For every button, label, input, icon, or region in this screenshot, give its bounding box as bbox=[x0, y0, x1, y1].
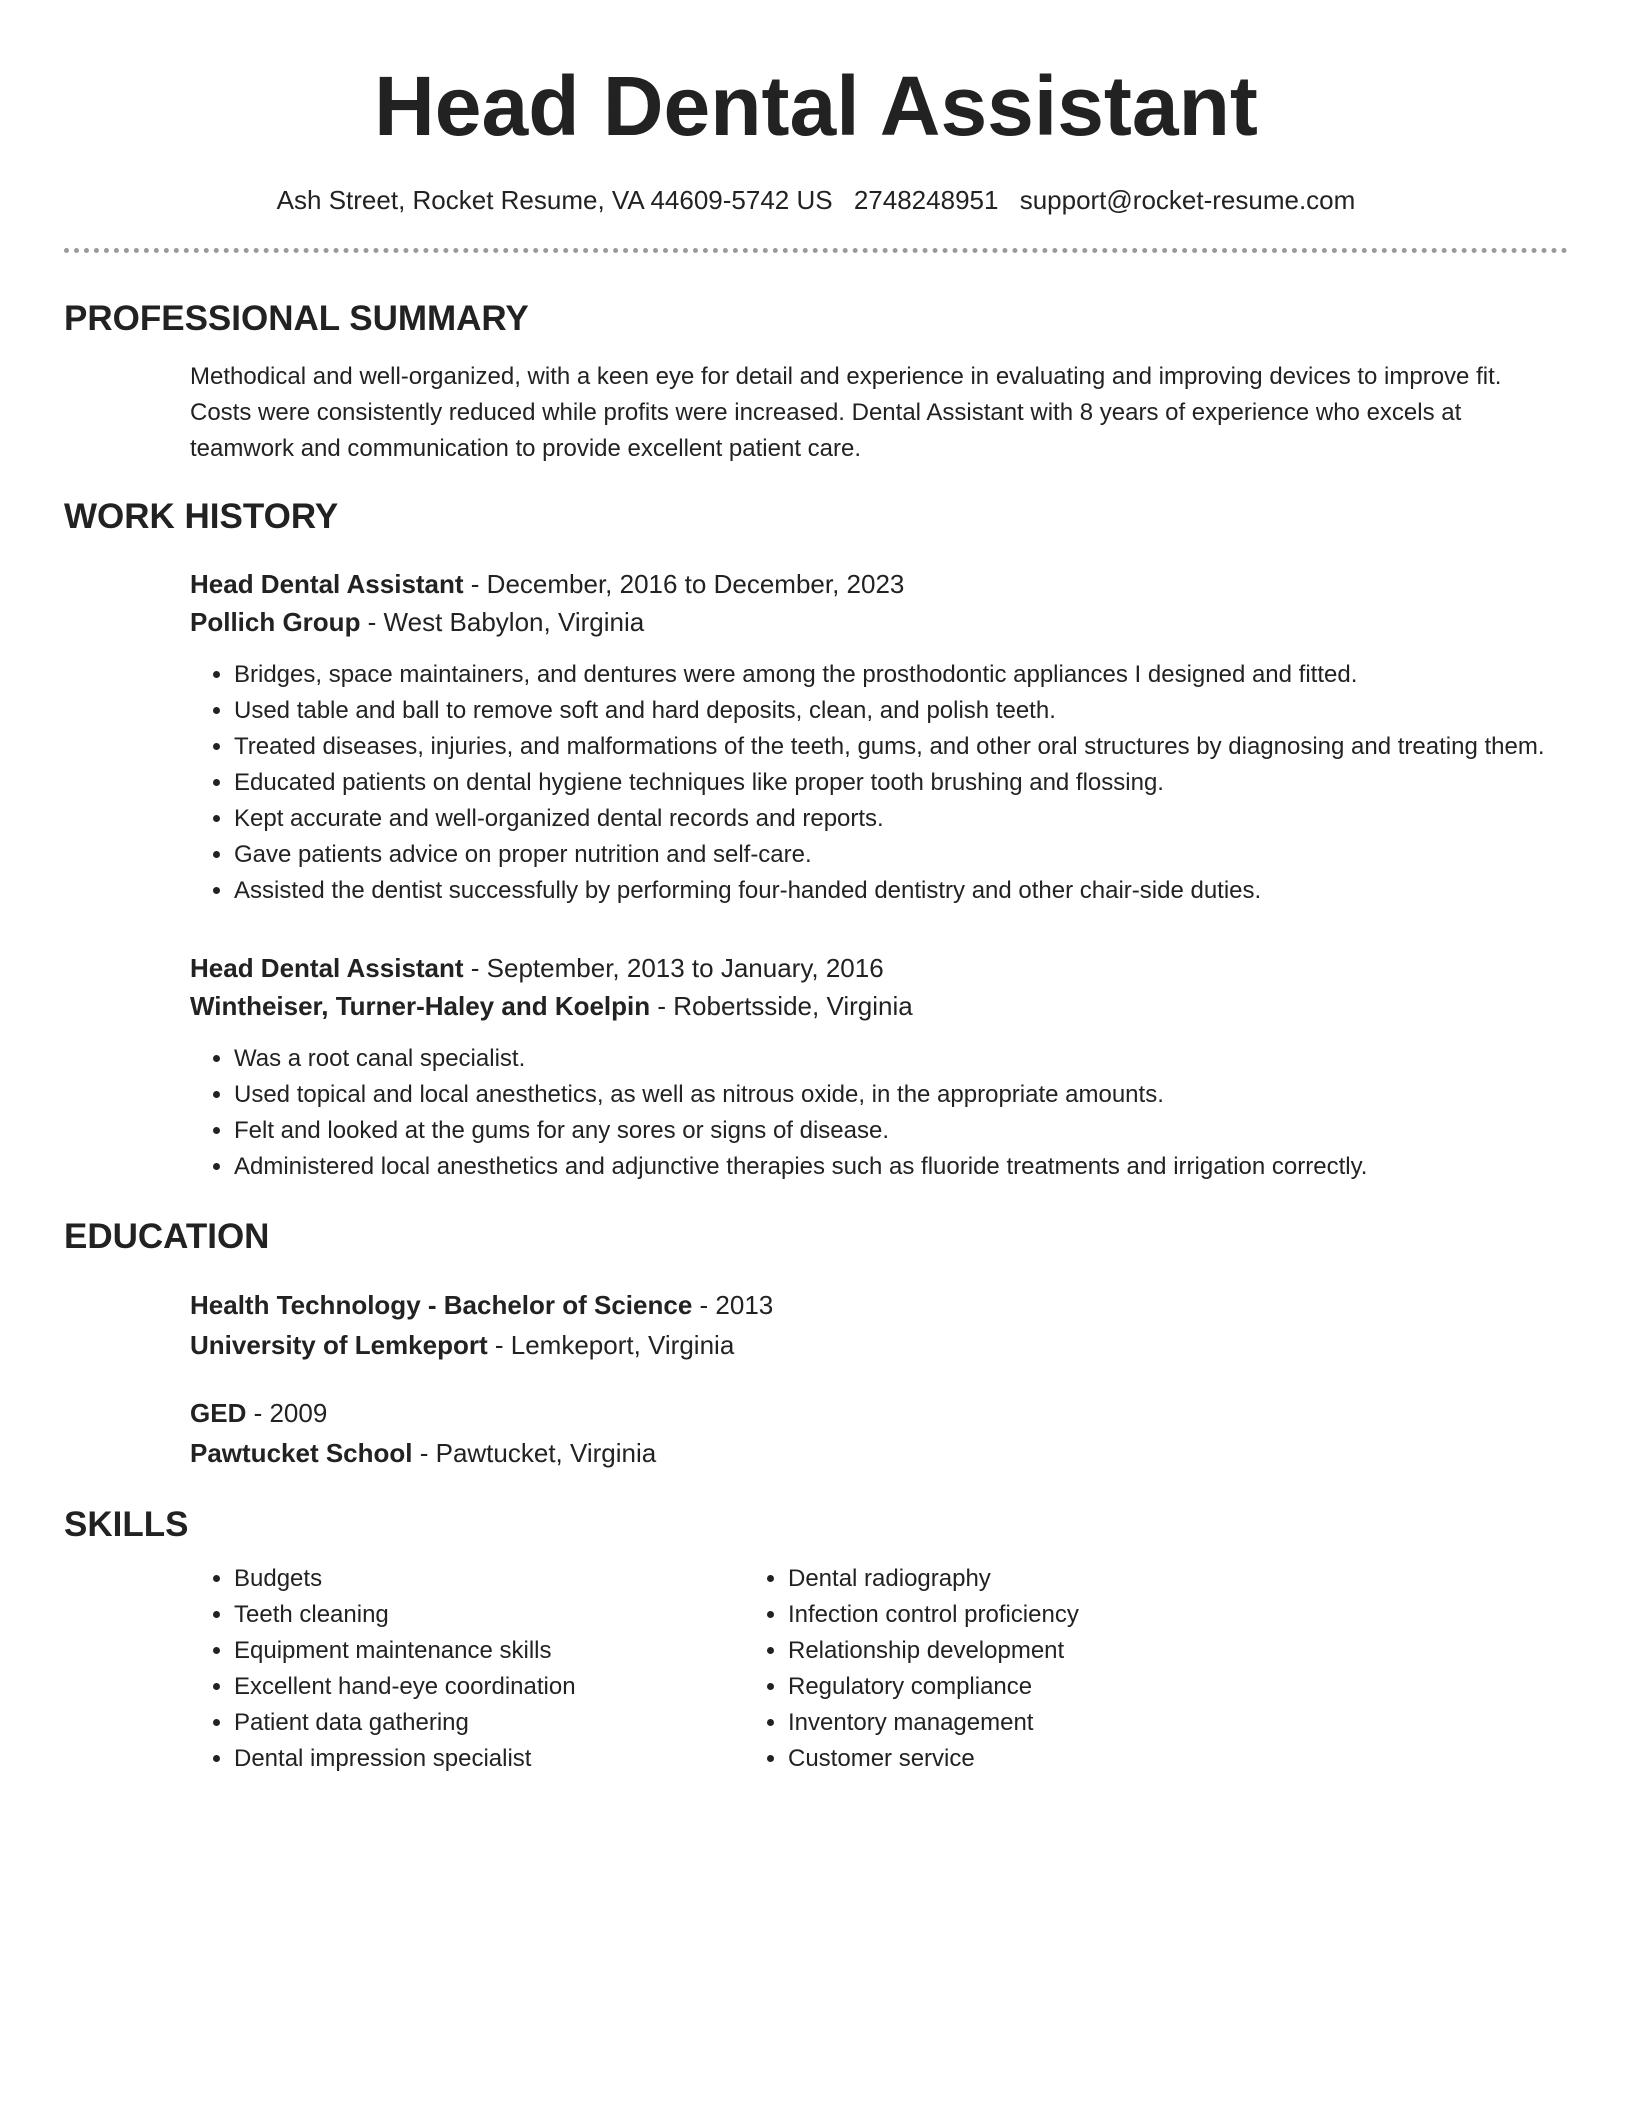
skill-item: • Relationship development bbox=[788, 1633, 1444, 1669]
list-item: • Gave patients advice on proper nutrition and self-care. bbox=[234, 837, 1568, 873]
skill-item: • Budgets bbox=[234, 1561, 744, 1597]
contact-address: Ash Street, Rocket Resume, VA 44609-5742 US bbox=[276, 185, 833, 215]
job-location: - Robertsside, Virginia bbox=[650, 991, 913, 1021]
skill-item: • Inventory management bbox=[788, 1705, 1444, 1741]
education-entry bbox=[64, 1285, 1568, 1365]
skill-item: • Customer service bbox=[788, 1741, 1444, 1777]
summary-section-title: PROFESSIONAL SUMMARY bbox=[64, 299, 529, 338]
education-section-title: EDUCATION bbox=[64, 1217, 270, 1256]
skills-column-left bbox=[64, 1561, 744, 1777]
job-position: Head Dental Assistant bbox=[190, 953, 464, 983]
skill-item: • Equipment maintenance skills bbox=[234, 1633, 744, 1669]
list-item: • Used topical and local anesthetics, as well as nitrous oxide, in the appropriate amounts. bbox=[234, 1077, 1568, 1113]
skill-item: • Excellent hand-eye coordination bbox=[234, 1669, 744, 1705]
skill-item: • Dental impression specialist bbox=[234, 1741, 744, 1777]
list-item: • Educated patients on dental hygiene techniques like proper tooth brushing and flossing. bbox=[234, 765, 1568, 801]
summary-text: Methodical and well-organized, with a keen eye for detail and experience in evaluating and improving devices to improve fit. Costs were consistently reduced while profits were increased. Dental Assistant with 8 years of experience who excels at teamwork and communication to provide excellent patient care. bbox=[190, 363, 1502, 462]
job-company: Wintheiser, Turner-Haley and Koelpin bbox=[190, 991, 651, 1021]
work-section-title: WORK HISTORY bbox=[64, 497, 339, 536]
list-item: • Felt and looked at the gums for any sores or signs of disease. bbox=[234, 1113, 1568, 1149]
header-divider bbox=[64, 248, 1568, 253]
education-year: - 2009 bbox=[246, 1398, 328, 1428]
skills-section-title: SKILLS bbox=[64, 1505, 189, 1544]
resume-name: Head Dental Assistant bbox=[374, 59, 1258, 153]
job-bullets bbox=[64, 657, 1568, 909]
job-company-line bbox=[190, 987, 1568, 1025]
list-item: • Assisted the dentist successfully by performing four-handed dentistry and other chair-side duties. bbox=[234, 873, 1568, 909]
list-item: • Bridges, space maintainers, and dentures were among the prosthodontic appliances I designed and fitted. bbox=[234, 657, 1568, 693]
skill-item: • Teeth cleaning bbox=[234, 1597, 744, 1633]
skill-item: • Patient data gathering bbox=[234, 1705, 744, 1741]
job-entry bbox=[64, 949, 1568, 1185]
education-degree: Health Technology - Bachelor of Science bbox=[190, 1290, 693, 1320]
education-degree: GED bbox=[190, 1398, 247, 1428]
education-year: - 2013 bbox=[692, 1290, 774, 1320]
job-dates: - September, 2013 to January, 2016 bbox=[463, 953, 884, 983]
skill-item: • Infection control proficiency bbox=[788, 1597, 1444, 1633]
job-location: - West Babylon, Virginia bbox=[360, 607, 645, 637]
skills-list bbox=[64, 1561, 1568, 1777]
job-header bbox=[190, 949, 1568, 987]
education-school: University of Lemkeport bbox=[190, 1330, 488, 1360]
job-company-line bbox=[190, 603, 1568, 641]
education-school: Pawtucket School bbox=[190, 1438, 413, 1468]
contact-email: support@rocket-resume.com bbox=[1019, 185, 1356, 215]
education-school-line bbox=[190, 1433, 1568, 1473]
job-company: Pollich Group bbox=[190, 607, 361, 637]
skill-item: • Dental radiography bbox=[788, 1561, 1444, 1597]
list-item: • Was a root canal specialist. bbox=[234, 1041, 1568, 1077]
list-item: • Administered local anesthetics and adjunctive therapies such as fluoride treatments and irrigation correctly. bbox=[234, 1149, 1568, 1185]
education-entry bbox=[64, 1393, 1568, 1473]
skills-column-right bbox=[744, 1561, 1444, 1777]
list-item: • Kept accurate and well-organized dental records and reports. bbox=[234, 801, 1568, 837]
education-degree-line bbox=[190, 1393, 1568, 1433]
list-item: • Treated diseases, injuries, and malformations of the teeth, gums, and other oral structures by diagnosing and treating them. bbox=[234, 729, 1568, 765]
job-bullets bbox=[64, 1041, 1568, 1185]
education-location: - Lemkeport, Virginia bbox=[487, 1330, 735, 1360]
list-item: • Used table and ball to remove soft and hard deposits, clean, and polish teeth. bbox=[234, 693, 1568, 729]
job-entry bbox=[64, 565, 1568, 909]
education-degree-line bbox=[190, 1285, 1568, 1325]
job-dates: - December, 2016 to December, 2023 bbox=[463, 569, 905, 599]
education-school-line bbox=[190, 1325, 1568, 1365]
education-location: - Pawtucket, Virginia bbox=[412, 1438, 657, 1468]
contact-phone: 2748248951 bbox=[853, 185, 999, 215]
skill-item: • Regulatory compliance bbox=[788, 1669, 1444, 1705]
contact-line bbox=[64, 182, 1568, 218]
job-header bbox=[190, 565, 1568, 603]
job-position: Head Dental Assistant bbox=[190, 569, 464, 599]
